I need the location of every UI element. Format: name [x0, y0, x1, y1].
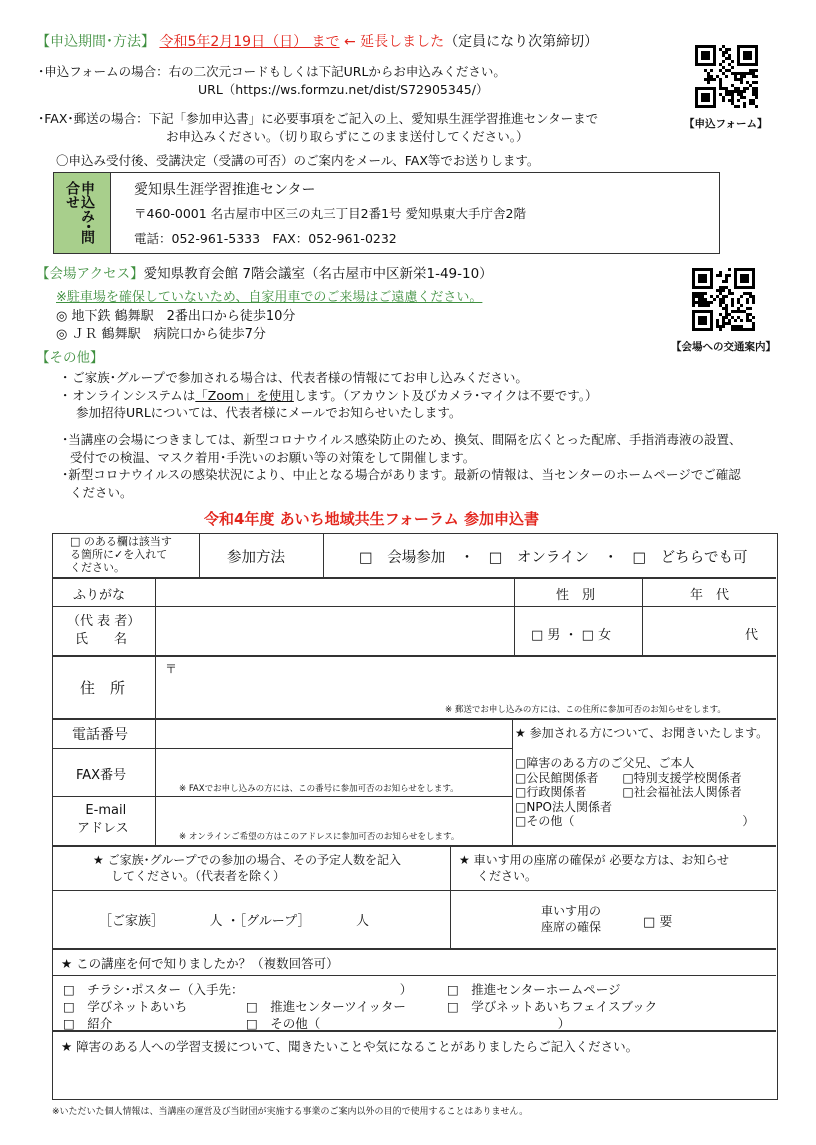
- furigana-field[interactable]: [157, 579, 513, 605]
- zoom-note: 「Zoom」を使用: [195, 388, 294, 403]
- address-note: ※ 郵送でお申し込みの方には、この住所に参加可否のお知らせをします。: [445, 705, 726, 715]
- email-label-1: E-mail: [85, 803, 127, 818]
- name-field[interactable]: [157, 608, 513, 654]
- fax-bullet-1: ･FAX･郵送の場合：下記「参加申込書」に必要事項をご記入の上、愛知県生涯学習推進センターまで: [38, 111, 599, 126]
- fax-note: ※ FAXでお申し込みの方には、この番号に参加可否のお知らせをします。: [179, 784, 459, 794]
- access-line: [36, 262, 493, 282]
- attendee-option-5[interactable]: □その他（ ）: [515, 814, 755, 828]
- address-field[interactable]: [157, 657, 775, 701]
- other-line-7: ください。: [70, 485, 133, 500]
- other-line-5: 受付での検温、マスク着用･手洗いのお願い等の対策をして開催します。: [70, 450, 476, 465]
- attendee-option-4[interactable]: □NPO法人関係者: [515, 799, 612, 814]
- instruction-line-3: ください。: [70, 561, 125, 574]
- access-venue: 愛知県教育会館 7階会議室（名古屋市中区新栄1-49-10）: [143, 266, 493, 282]
- deadline: 令和5年2月19日（日） まで: [159, 34, 340, 50]
- extended-note: （定員になり次第締切）: [444, 34, 599, 50]
- source-6[interactable]: □ 紹介: [63, 1016, 113, 1031]
- group-question-1: ★ ご家族･グループでの参加の場合、その予定人数を記入: [93, 853, 401, 867]
- instruction: [70, 535, 172, 574]
- contact-address: 〒460-0001 名古屋市中区三の丸三丁目2番1号 愛知県東大手庁舎2階: [134, 206, 526, 221]
- contact-tag: [54, 173, 111, 253]
- contact-box: [53, 172, 720, 254]
- group-count[interactable]: ［ご家族］ 人 ・［グループ］ 人: [99, 914, 369, 929]
- wheelchair-label-1: 車いす用の: [541, 904, 602, 918]
- source-7[interactable]: □ その他（ ）: [246, 1016, 571, 1031]
- period-line: [36, 31, 598, 51]
- phone-label: 電話番号: [72, 727, 128, 743]
- source-3[interactable]: □ 学びネットあいち: [63, 999, 188, 1014]
- group-question: [93, 852, 401, 884]
- extended: ← 延長しました: [344, 34, 445, 50]
- other-label: 【その他】: [36, 350, 104, 366]
- other-line-2: [62, 386, 597, 404]
- attendee-option-1[interactable]: □障害のある方のご父兄、ご本人: [515, 756, 695, 770]
- attendee-option-3[interactable]: □行政関係者 □社会福祉法人関係者: [515, 785, 742, 799]
- name-label-1: （代 表 者）: [67, 614, 141, 629]
- other-line-2a: ･ オンラインシステムは: [62, 388, 196, 403]
- email-label: [77, 802, 129, 838]
- source-5[interactable]: □ 学びネットあいちフェイスブック: [447, 999, 658, 1014]
- privacy-footer: ※いただいた個人情報は、当講座の運営及び当財団が実施する事業のご案内以外の目的で使用することはありません。: [52, 1107, 529, 1117]
- wheelchair-label-2: 座席の確保: [541, 920, 602, 934]
- receipt-note: 〇申込み受付後、受講決定（受講の可否）のご案内をメール、FAX等でお送りします。: [56, 153, 540, 168]
- other-line-3: 参加招待URLについては、代表者様にメールでお知らせいたします。: [76, 405, 462, 420]
- wheelchair-question-1: ★ 車いす用の座席の確保が 必要な方は、お知らせ: [459, 853, 730, 867]
- source-4[interactable]: □ 推進センターツイッター: [246, 999, 406, 1014]
- method-options[interactable]: □ 会場参加 ・ □ オンライン ・ □ どちらでも可: [359, 550, 748, 566]
- fax-field[interactable]: [157, 750, 511, 780]
- gender-label: 性 別: [556, 588, 596, 603]
- other-line-1: ･ ご家族･グループで参加される場合は、代表者様の情報にてお申し込みください。: [62, 370, 528, 385]
- postal-mark: 〒: [165, 662, 178, 676]
- gender-options[interactable]: □ 男 ・ □ 女: [531, 628, 612, 643]
- email-field[interactable]: [157, 798, 511, 828]
- form-qr-caption: 【申込フォーム】: [684, 118, 768, 130]
- access-label: 【会場アクセス】: [36, 266, 144, 282]
- attendee-option-2[interactable]: □公民館関係者 □特別支援学校関係者: [515, 770, 742, 785]
- wheelchair-question: [459, 852, 729, 884]
- phone-field[interactable]: [157, 720, 511, 747]
- form-title: 令和4年度 あいち地域共生フォーラム 参加申込書: [204, 510, 539, 528]
- source-1[interactable]: □ チラシ･ポスター（入手先： ）: [63, 982, 413, 997]
- route-subway: ◎ 地下鉄 鶴舞駅 2番出口から徒歩10分: [56, 309, 296, 324]
- other-line-2c: します。（アカウント及びカメラ･マイクは不要です。）: [293, 388, 598, 403]
- name-label: [67, 613, 140, 649]
- method-label: 参加方法: [227, 550, 285, 566]
- form-bullet: ･申込フォームの場合：右の二次元コードもしくは下記URLからお申込みください。: [38, 64, 506, 79]
- attendee-question: ★ 参加される方について、お聞きいたします。: [515, 726, 769, 740]
- route-jr: ◎ ＪＲ 鶴舞駅 病院口から徒歩7分: [56, 327, 266, 342]
- furigana-label: ふりがな: [73, 588, 126, 603]
- access-qr-caption: 【会場への交通案内】: [671, 341, 776, 353]
- contact-phone: 電話：052-961-5333 FAX：052-961-0232: [134, 231, 397, 246]
- instruction-line-1: □ のある欄は該当す: [70, 535, 172, 548]
- age-label: 年 代: [690, 588, 730, 603]
- email-note: ※ オンラインご希望の方はこのアドレスに参加可否のお知らせをします。: [179, 832, 460, 842]
- wheelchair-label: [541, 903, 601, 935]
- source-question: ★ この講座を何で知りましたか？（複数回答可）: [61, 956, 339, 971]
- period-label: 【申込期間･方法】: [36, 34, 155, 50]
- name-label-2: 氏 名: [75, 632, 128, 647]
- email-label-2: アドレス: [77, 821, 129, 836]
- instruction-line-2: る箇所に✓を入れて: [70, 548, 168, 561]
- other-line-4: ･当講座の会場につきましては、新型コロナウイルス感染防止のため、換気、間隔を広くとった配席、手指消毒液の設置、: [62, 432, 742, 447]
- contact-org: 愛知県生涯学習推進センター: [134, 182, 316, 198]
- fax-bullet-2: お申込みください。（切り取らずにこのまま送付してください。）: [166, 129, 529, 144]
- wheelchair-need[interactable]: □ 要: [643, 915, 673, 930]
- support-field[interactable]: [59, 1056, 771, 1096]
- fax-label: FAX番号: [76, 768, 127, 783]
- attendee-options[interactable]: [515, 756, 754, 829]
- wheelchair-question-2: ください。: [477, 869, 538, 883]
- support-question: ★ 障害のある人への学習支援について、聞きたいことや気になることがありましたらご記入ください。: [61, 1039, 639, 1054]
- other-line-6: ･新型コロナウイルスの感染状況により、中止となる場合があります。最新の情報は、当センターのホームページでご確認: [62, 467, 741, 482]
- access-qr-code[interactable]: [692, 268, 755, 331]
- parking-note: ※駐車場を確保していないため、自家用車でのご来場はご遠慮ください。: [56, 290, 483, 305]
- age-unit: 代: [745, 628, 759, 643]
- form-qr-code[interactable]: [695, 45, 758, 108]
- address-label: 住 所: [80, 679, 126, 697]
- application-form: [52, 533, 778, 1100]
- contact-tag-label: 申込み･問合せ: [64, 181, 95, 244]
- form-url: URL（https://ws.formzu.net/dist/S72905345/）: [198, 82, 489, 97]
- source-2[interactable]: □ 推進センターホームページ: [447, 982, 621, 997]
- group-question-2: してください。（代表者を除く）: [111, 869, 286, 883]
